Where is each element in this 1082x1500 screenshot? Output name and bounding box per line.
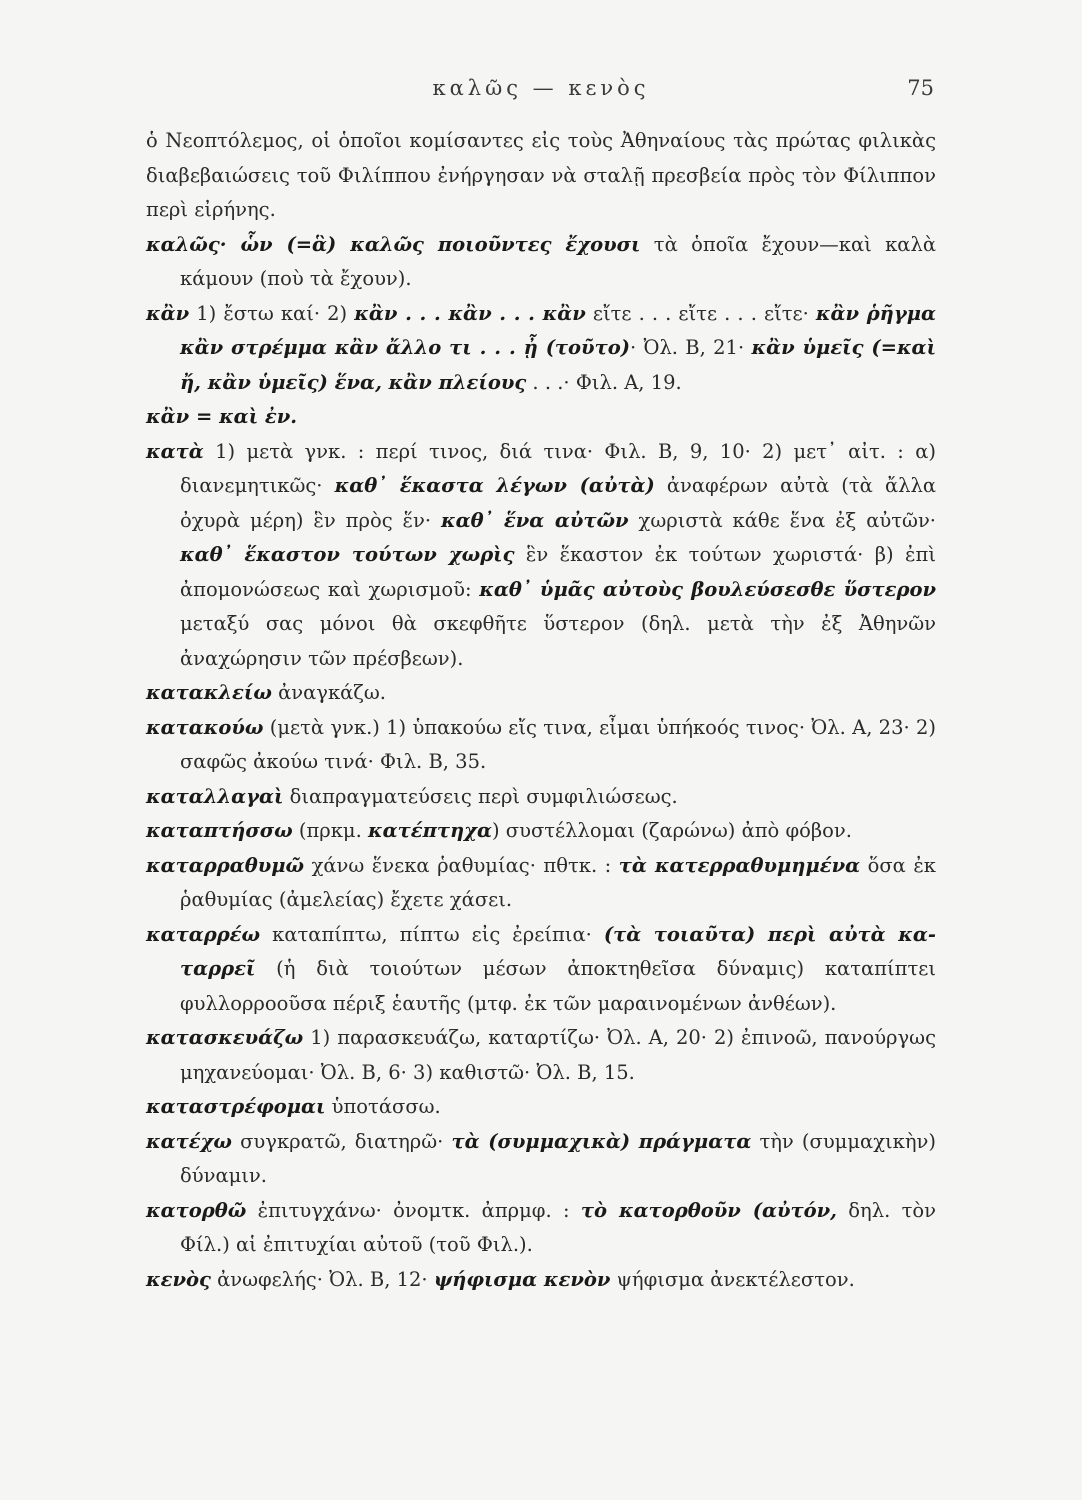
definition-text: ὅσα ἐκ ῥαθυμίας (ἀμελείας) ἔχετε χάσει. xyxy=(180,853,936,911)
headword: καλῶς· ὧν (=ἃ) καλῶς ποιοῦντες ἔχουσι xyxy=(146,232,641,256)
definition-text: ) συστέλλομαι (ζαρώνω) ἀπὸ φόβον. xyxy=(491,819,852,842)
definition-text: τὰ ὁποῖα ἔχουν—καὶ καλὰ κάμουν (ποὺ τὰ ἔχουν). xyxy=(180,232,936,290)
definition-text: (ἡ διὰ τοιούτων μέσων ἀποκτηθεῖσα δύναμις) καταπίπτει φυλλορροοῦσα πέριξ ἑαυτῆς (μτφ. ἐκ τῶν μαραινομένων ἀνθέων). xyxy=(180,957,936,1015)
entry-katakleio xyxy=(146,676,936,711)
definition-text: διαπραγματεύσεις περὶ συμφιλιώσεως. xyxy=(283,784,678,808)
bold-phrase: τὸ κατορθοῦν (αὐτόν, xyxy=(580,1198,837,1222)
definition-text: χωριστὰ κάθε ἕνα ἐξ αὐτῶν· xyxy=(628,508,936,532)
definition-text: ψήφισμα ἀνεκτέλεστον. xyxy=(610,1267,855,1291)
definition-text: ἀναφέρων αὐτὰ (τὰ ἄλλα ὀχυρὰ μέρη) ἓν πρὸς ἕν· xyxy=(180,474,936,532)
intro-text: ὁ Νεοπτόλεμος, οἱ ὁποῖοι κομίσαντες εἰς τοὺς Ἀθηναίους τὰς πρώτας φιλικὰς διαβεβαιώσεις τοῦ Φιλίππου ἐνήργησαν νὰ σταλῇ πρεσβεία πρὸς τὸν Φίλιππον περὶ εἰρήνης. xyxy=(146,129,936,221)
definition-text: 1) ἔστω καί· 2) xyxy=(189,301,355,325)
headword: κατορθῶ xyxy=(146,1198,247,1222)
bold-phrase: ψήφισμα κενὸν xyxy=(433,1267,611,1291)
headword: κἂν = καὶ ἐν. xyxy=(146,405,298,428)
page-body xyxy=(146,124,936,1297)
definition-text: εἴτε . . . εἴτε . . . εἴτε· xyxy=(585,301,816,325)
definition-text: 1) μετὰ γνκ. : περί τινος, διά τινα· Φιλ. Β, 9, 10· 2) μετ᾽ αἰτ. : α) διανεμητικῶς· xyxy=(180,439,936,497)
definition-text: ἀνωφελής· Ὀλ. Β, 12· xyxy=(210,1267,434,1291)
headword: κατασκευάζω xyxy=(146,1026,304,1049)
running-head: καλῶς — κενὸς xyxy=(432,76,650,100)
definition-text: τὴν (συμμαχικὴν) δύναμιν. xyxy=(180,1129,936,1187)
bold-phrase: κατέπτηχα xyxy=(367,819,492,842)
headword: καταρραθυμῶ xyxy=(146,853,305,877)
entry-kataptisso xyxy=(146,814,936,849)
entry-katarreo xyxy=(146,918,936,1022)
entry-katarrathymo xyxy=(146,849,936,918)
entry-katallagai xyxy=(146,780,936,815)
bold-phrase: τὰ (συμμαχικὰ) πράγματα xyxy=(451,1129,752,1153)
bold-phrase: κἂν ὑμεῖς (=καὶ ἤ, κἂν ὑμεῖς) ἕνα, κἂν πλείους xyxy=(180,336,937,394)
bold-phrase: καθ᾽ ἕνα αὐτῶν xyxy=(441,508,629,532)
definition-text: ἐπιτυγχάνω· ὀνομτκ. ἀπρμφ. : xyxy=(246,1198,581,1222)
entry-kan xyxy=(146,297,936,401)
entry-katakouo xyxy=(146,711,936,780)
headword: καταρρέω xyxy=(146,922,261,946)
entry-kan-kai-en xyxy=(146,400,936,435)
definition-text: ὑποτάσσω. xyxy=(325,1095,441,1118)
headword: καταστρέφομαι xyxy=(146,1095,326,1118)
headword: κατακλείω xyxy=(146,681,272,704)
definition-text: . . .· Φιλ. Α, 19. xyxy=(526,370,682,394)
bold-phrase: καθ᾽ ἕκαστον τούτων χωρὶς xyxy=(180,543,515,566)
headword: κατέχω xyxy=(146,1129,232,1153)
entry-katastrefomai xyxy=(146,1090,936,1125)
definition-text: ἓν ἕκαστον ἐκ τούτων χωριστά· β) ἐπὶ ἀπομονώσεως καὶ χωρισμοῦ: xyxy=(180,543,936,601)
page-number: 75 xyxy=(907,76,934,100)
entry-katortho xyxy=(146,1194,936,1263)
entry-kata xyxy=(146,435,936,677)
bold-phrase: (τὰ τοιαῦτα) περὶ αὐτὰ καταρρεῖ xyxy=(180,922,937,980)
definition-text: (μετὰ γνκ.) 1) ὑπακούω εἴς τινα, εἶμαι ὑπήκοός τινος· Ὀλ. Α, 23· 2) σαφῶς ἀκούω τινά· Φιλ. Β, 35. xyxy=(180,715,936,773)
headword: καταλλαγαὶ xyxy=(146,784,284,808)
definition-text: (πρκμ. xyxy=(292,819,368,842)
headword: κἂν xyxy=(146,301,190,325)
bold-phrase: καθ᾽ ὑμᾶς αὐτοὺς βουλεύσεσθε ὕστερον xyxy=(479,577,936,601)
definition-text: 1) παρασκευάζω, καταρτίζω· Ὀλ. Α, 20· 2) ἐπινοῶ, πανούργως μηχανεύομαι· Ὀλ. Β, 6· 3) καθιστῶ· Ὀλ. Β, 15. xyxy=(180,1026,936,1084)
intro-paragraph xyxy=(146,124,936,228)
headword: κατὰ xyxy=(146,439,204,463)
definition-text: ἀναγκάζω. xyxy=(271,681,386,704)
headword: καταπτήσσω xyxy=(146,819,293,842)
entry-kenos xyxy=(146,1263,936,1298)
definition-text: μεταξύ σας μόνοι θὰ σκεφθῆτε ὕστερον (δηλ. μετὰ τὴν ἐξ Ἀθηνῶν ἀναχώρησιν τῶν πρέσβεων). xyxy=(180,612,936,670)
definition-text: καταπίπτω, πίπτω εἰς ἐρείπια· xyxy=(260,922,604,946)
entry-katecho xyxy=(146,1125,936,1194)
definition-text: δηλ. τὸν Φίλ.) αἱ ἐπιτυχίαι αὐτοῦ (τοῦ Φιλ.). xyxy=(180,1198,936,1256)
glossary-entries xyxy=(146,228,936,1298)
definition-text: · Ὀλ. Β, 21· xyxy=(629,336,752,359)
definition-text: χάνω ἕνεκα ῥαθυμίας· πθτκ. : xyxy=(304,853,619,877)
bold-phrase: κἂν ῥῆγμα κἂν στρέμμα κἂν ἄλλο τι . . . ᾖ (τοῦτο) xyxy=(180,301,937,359)
entry-kataskevazo xyxy=(146,1021,936,1090)
headword: κατακούω xyxy=(146,715,264,739)
definition-text: συγκρατῶ, διατηρῶ· xyxy=(232,1129,452,1153)
headword: κενὸς xyxy=(146,1267,211,1291)
bold-phrase: καθ᾽ ἕκαστα λέγων (αὐτὰ) xyxy=(334,474,655,497)
bold-phrase: τὰ κατερραθυμημένα xyxy=(618,853,861,877)
bold-phrase: κἂν . . . κἂν . . . κἂν xyxy=(354,301,586,325)
entry-kalos xyxy=(146,228,936,297)
